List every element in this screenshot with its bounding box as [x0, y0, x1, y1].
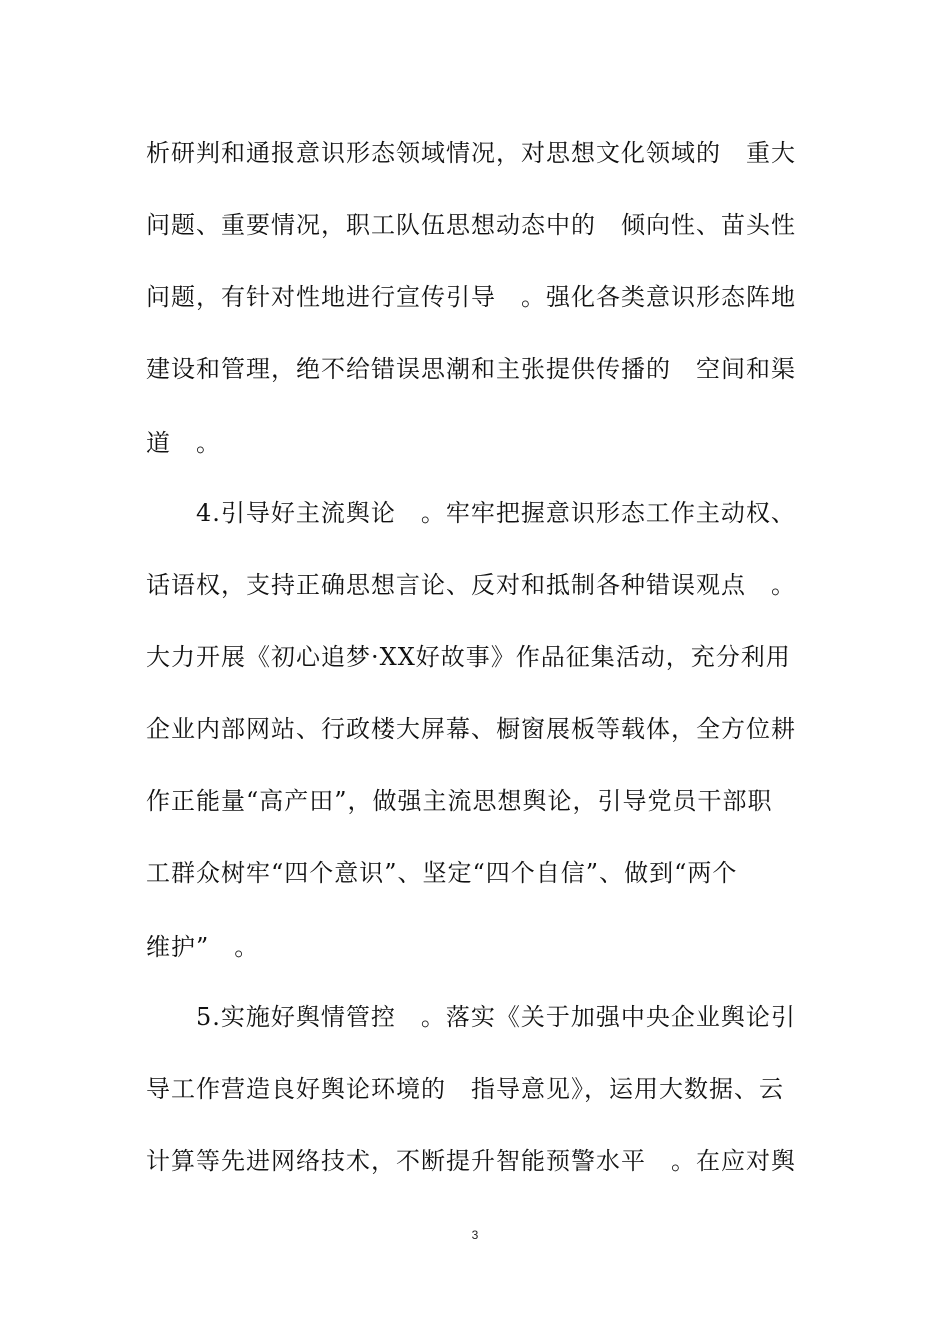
- text-line: 计算等先进网络技术，不断提升智能预警水平 。在应对舆: [146, 1147, 796, 1175]
- text-line: 建设和管理，绝不给错误思潮和主张提供传播的 空间和渠: [146, 355, 796, 383]
- text-line: 作正能量“高产田”，做强主流思想舆论，引导党员干部职: [146, 787, 773, 815]
- text-line: 企业内部网站、行政楼大屏幕、橱窗展板等载体，全方位耕: [146, 715, 796, 743]
- text-line: 话语权，支持正确思想言论、反对和抵制各种错误观点 。: [146, 571, 796, 599]
- text-line: 大力开展《初心追梦·XX好故事》作品征集活动，充分利用: [146, 643, 791, 671]
- text-line: 道 。: [146, 429, 221, 457]
- page-number: 3: [471, 1228, 479, 1242]
- section-heading-line: 5.实施好舆情管控 。落实《关于加强中央企业舆论引: [196, 1003, 796, 1031]
- text-line: 工群众树牢“四个意识”、坚定“四个自信”、做到“两个: [146, 859, 738, 887]
- text-line: 问题，有针对性地进行宣传引导 。强化各类意识形态阵地: [146, 283, 796, 311]
- text-line: 析研判和通报意识形态领域情况，对思想文化领域的 重大: [146, 139, 796, 167]
- text-line: 导工作营造良好舆论环境的 指导意见》，运用大数据、云: [146, 1075, 784, 1103]
- section-heading-line: 4.引导好主流舆论 。牢牢把握意识形态工作主动权、: [196, 499, 796, 527]
- text-line: 维护” 。: [146, 933, 260, 961]
- text-line: 问题、重要情况，职工队伍思想动态中的 倾向性、苗头性: [146, 211, 796, 239]
